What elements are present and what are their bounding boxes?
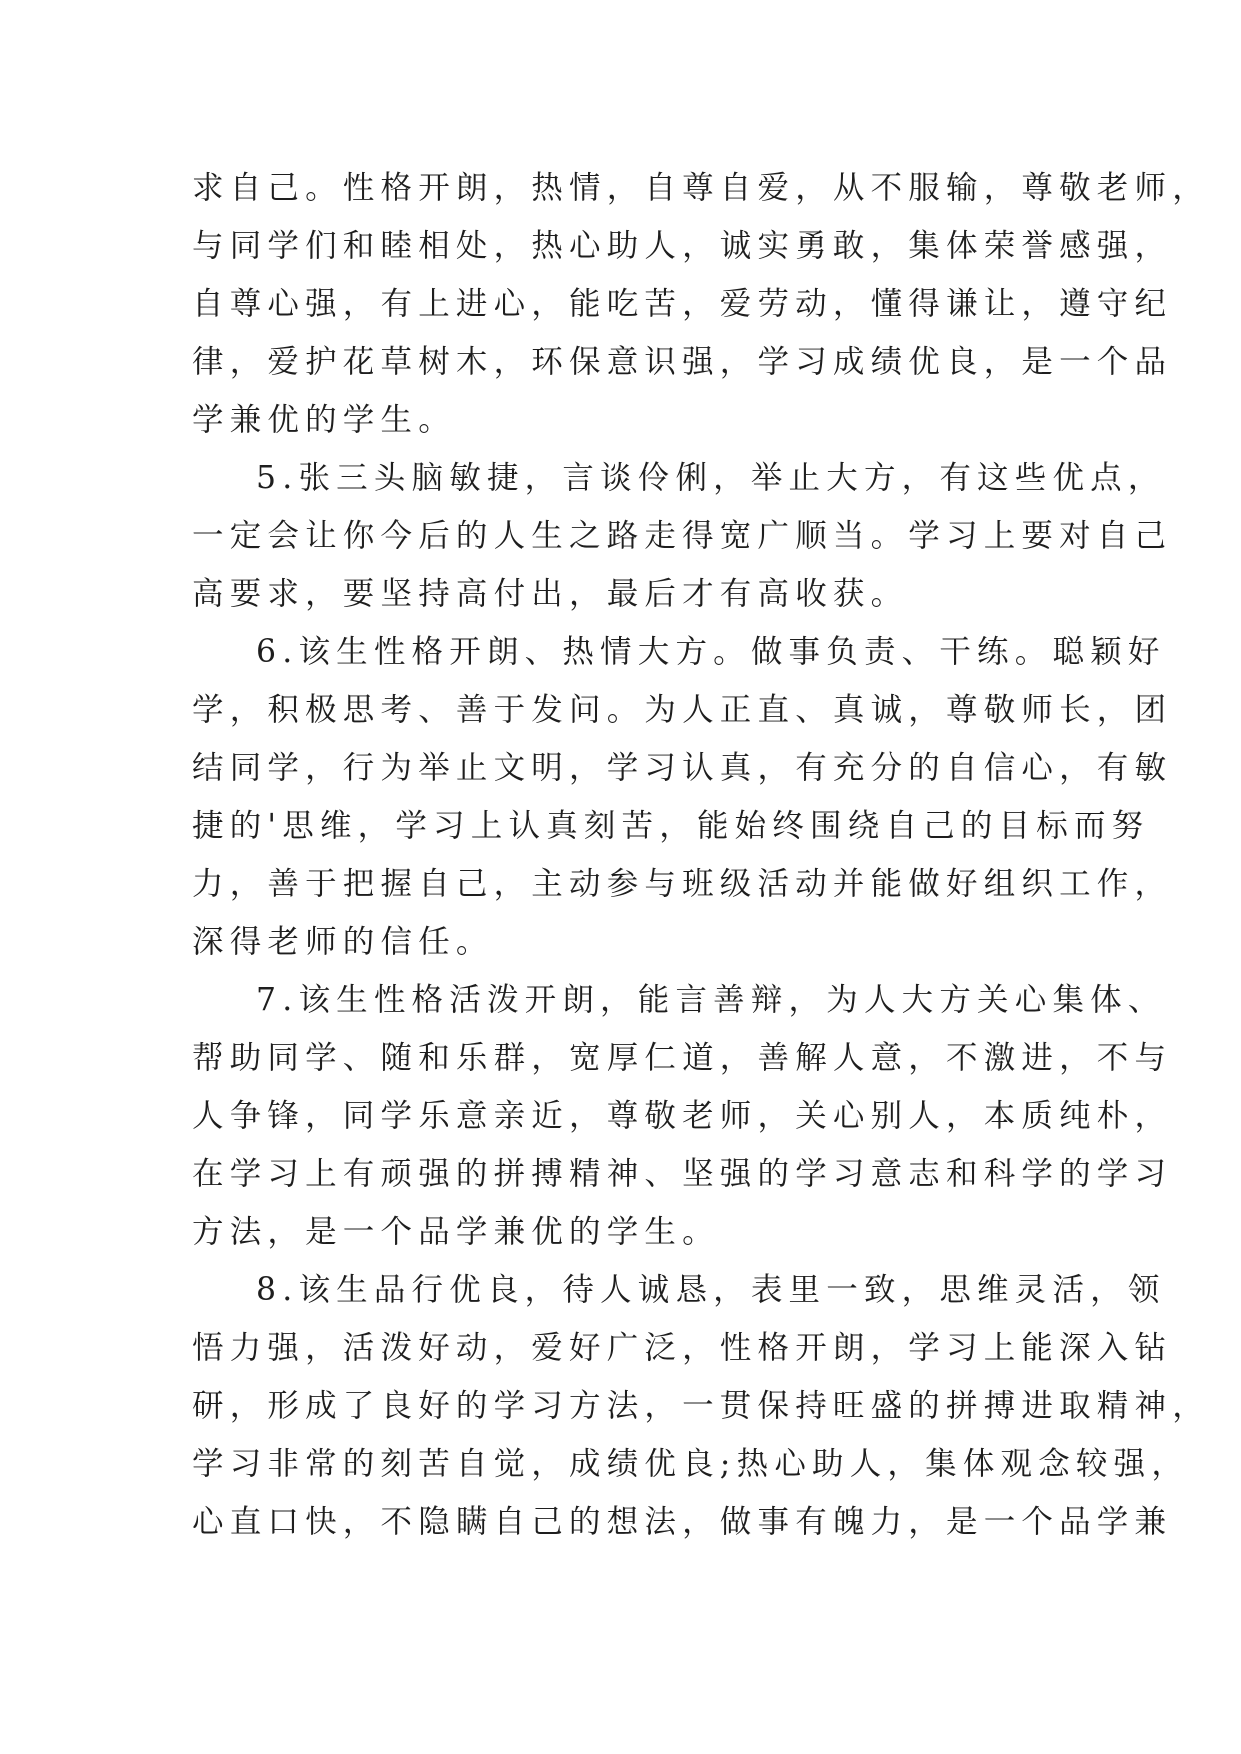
text-line: 深得老师的信任。 [192, 924, 494, 960]
text-line: 学兼优的学生。 [192, 402, 456, 438]
text-line: 律，爱护花草树木，环保意识强，学习成绩优良，是一个品 [192, 344, 1173, 380]
paragraph-7-first-line: 7.该生性格活泼开朗，能言善辩，为人大方关心集体、 [256, 982, 1166, 1018]
text-line: 在学习上有顽强的拼搏精神、坚强的学习意志和科学的学习 [192, 1156, 1173, 1192]
text-line: 高要求，要坚持高付出，最后才有高收获。 [192, 576, 909, 612]
text-line: 学，积极思考、善于发问。为人正直、真诚，尊敬师长，团 [192, 692, 1173, 728]
paragraph-5-first-line: 5.张三头脑敏捷，言谈伶俐，举止大方，有这些优点， [256, 460, 1166, 496]
text-line: 一定会让你今后的人生之路走得宽广顺当。学习上要对自己 [192, 518, 1173, 554]
paragraph-6-first-line: 6.该生性格开朗、热情大方。做事负责、干练。聪颖好 [256, 634, 1166, 670]
text-line: 心直口快，不隐瞒自己的想法，做事有魄力，是一个品学兼 [192, 1504, 1173, 1540]
text-line: 研，形成了良好的学习方法，一贯保持旺盛的拼搏进取精神， [192, 1388, 1210, 1424]
text-line: 力，善于把握自己，主动参与班级活动并能做好组织工作， [192, 866, 1173, 902]
text-line: 学习非常的刻苦自觉，成绩优良;热心助人，集体观念较强， [192, 1446, 1190, 1482]
text-line: 方法，是一个品学兼优的学生。 [192, 1214, 720, 1250]
text-line: 捷的'思维，学习上认真刻苦，能始终围绕自己的目标而努 [192, 808, 1150, 844]
text-line: 悟力强，活泼好动，爱好广泛，性格开朗，学习上能深入钻 [192, 1330, 1173, 1366]
text-line: 与同学们和睦相处，热心助人，诚实勇敢，集体荣誉感强， [192, 228, 1173, 264]
paragraph-8-first-line: 8.该生品行优良，待人诚恳，表里一致，思维灵活，领 [256, 1272, 1166, 1308]
text-line: 求自己。性格开朗，热情，自尊自爱，从不服输，尊敬老师， [192, 170, 1210, 206]
text-line: 人争锋，同学乐意亲近，尊敬老师，关心别人，本质纯朴， [192, 1098, 1173, 1134]
text-line: 结同学，行为举止文明，学习认真，有充分的自信心，有敏 [192, 750, 1173, 786]
text-line: 帮助同学、随和乐群，宽厚仁道，善解人意，不激进，不与 [192, 1040, 1173, 1076]
text-line: 自尊心强，有上进心，能吃苦，爱劳动，懂得谦让，遵守纪 [192, 286, 1173, 322]
